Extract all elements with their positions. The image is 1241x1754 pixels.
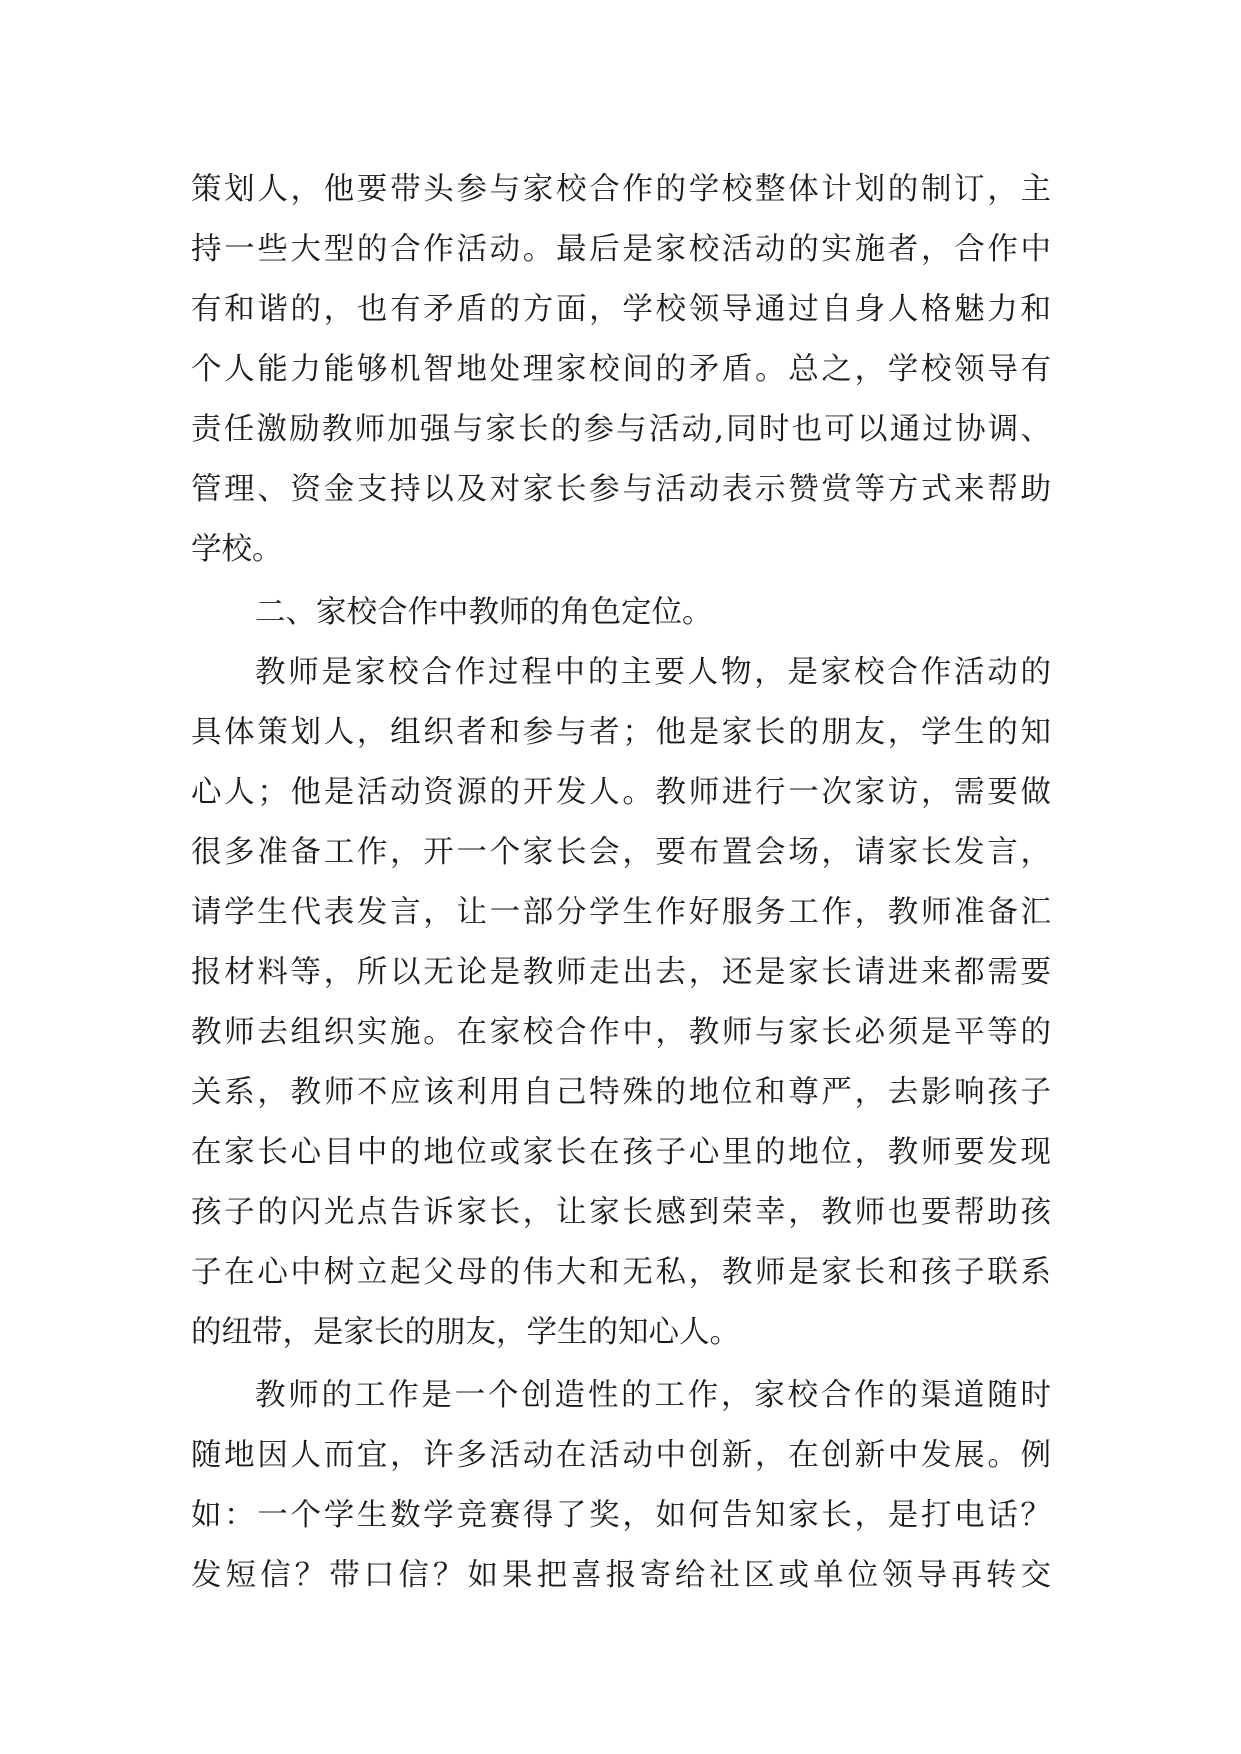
text-line: 子在心中树立起父母的伟大和无私，教师是家长和孩子联系 — [191, 1255, 1051, 1290]
text-line: 个人能力能够机智地处理家校间的矛盾。总之，学校领导有 — [191, 352, 1051, 387]
text-line: 很多准备工作，开一个家长会，要布置会场，请家长发言， — [191, 835, 1051, 870]
text-line: 随地因人而宜，许多活动在活动中创新，在创新中发展。例 — [191, 1438, 1051, 1473]
text-line: 报材料等，所以无论是教师走出去，还是家长请进来都需要 — [191, 955, 1051, 990]
text-line: 有和谐的，也有矛盾的方面，学校领导通过自身人格魅力和 — [191, 292, 1051, 327]
text-line: 持一些大型的合作活动。最后是家校活动的实施者，合作中 — [191, 232, 1051, 267]
text-line: 教师的工作是一个创造性的工作，家校合作的渠道随时 — [255, 1378, 1051, 1413]
text-line: 在家长心目中的地位或家长在孩子心里的地位，教师要发现 — [191, 1135, 1051, 1170]
text-line: 的纽带，是家长的朋友，学生的知心人。 — [191, 1315, 740, 1350]
text-line: 请学生代表发言，让一部分学生作好服务工作，教师准备汇 — [191, 895, 1051, 930]
text-line: 教师去组织实施。在家校合作中，教师与家长必须是平等的 — [191, 1015, 1051, 1050]
body-text — [191, 160, 1051, 1606]
text-line: 具体策划人，组织者和参与者；他是家长的朋友，学生的知 — [191, 715, 1051, 750]
text-line: 学校。 — [191, 532, 283, 567]
text-line: 教师是家校合作过程中的主要人物，是家校合作活动的 — [255, 655, 1051, 690]
text-line: 发短信？带口信？如果把喜报寄给社区或单位领导再转交 — [191, 1558, 1051, 1593]
text-line: 责任激励教师加强与家长的参与活动,同时也可以通过协调、 — [191, 412, 1051, 447]
text-line: 心人；他是活动资源的开发人。教师进行一次家访，需要做 — [191, 775, 1051, 810]
section-heading: 二、家校合作中教师的角色定位。 — [255, 595, 713, 630]
text-line: 关系，教师不应该利用自己特殊的地位和尊严，去影响孩子 — [191, 1075, 1051, 1110]
text-line: 策划人，他要带头参与家校合作的学校整体计划的制订，主 — [191, 172, 1051, 207]
text-line: 如：一个学生数学竞赛得了奖，如何告知家长，是打电话？ — [191, 1498, 1051, 1533]
text-line: 孩子的闪光点告诉家长，让家长感到荣幸，教师也要帮助孩 — [191, 1195, 1051, 1230]
text-line: 管理、资金支持以及对家长参与活动表示赞赏等方式来帮助 — [191, 472, 1051, 507]
